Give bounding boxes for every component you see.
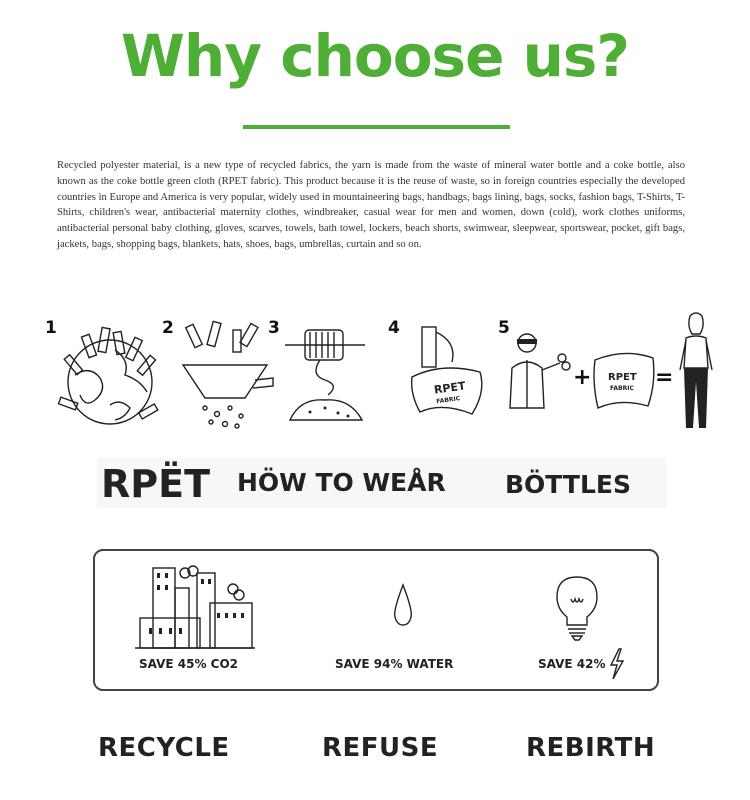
tailor-cutting-icon (502, 328, 572, 413)
light-bulb-icon (551, 573, 603, 641)
globe-bottles-icon (55, 320, 165, 430)
how-to-wear-heading: HÖW TO WEÅR (237, 468, 446, 497)
bottles-heading: BÖTTLES (505, 470, 632, 499)
yarn-spool-icon (280, 320, 370, 430)
svg-text:RPET: RPET (433, 379, 467, 397)
fabric-swatch-icon (590, 348, 658, 412)
lightning-icon (607, 647, 625, 681)
factory-icon (135, 563, 255, 653)
bottle-crusher-icon (175, 320, 275, 430)
water-drop-icon (391, 583, 415, 627)
step-number: 3 (268, 318, 280, 338)
benefits-panel (93, 549, 659, 691)
svg-text:FABRIC: FABRIC (435, 395, 461, 406)
how-to-wear-banner (97, 458, 667, 508)
process-steps (40, 310, 720, 440)
plus-sign: + (573, 365, 592, 390)
description-paragraph: Recycled polyester material, is a new type of recycled fabrics, the yarn is made from the waste of mineral water bottle and a coke bottle, also known as the coke bottle green cloth (RPET fabric). This product because it is the reuse of waste, so in foreign countries especially the developed countries in Europe and America is very popular, widely used in mountaineering bags, handbags, bags lining, bags, socks, fashion bags, T-Shirts, T-Shirts, children's wear, antibacterial maternity clothes, windbreaker, casual wear for men and women, down (cold), work clothes uniforms, antibacterial personal baby clothing, gloves, scarves, towels, bath towel, lockers, beach shorts, swimwear, sleepwear, sportswear, pocket, gift bags, jackets, bags, shopping bags, blankets, hats, shoes, bags, umbrellas, curtain and so on. (57, 160, 685, 250)
step-number: 2 (162, 318, 174, 338)
fabric-roll-icon (402, 322, 492, 422)
step-number: 5 (498, 318, 510, 338)
step-number: 1 (45, 318, 57, 338)
page-title: Why choose us? (120, 22, 630, 90)
footer-word-recycle: RECYCLE (98, 733, 230, 763)
benefit-label-water: SAVE 94% WATER (335, 657, 454, 671)
step-number: 4 (388, 318, 400, 338)
title-underline (243, 125, 510, 129)
footer-word-refuse: REFUSE (322, 733, 439, 763)
benefit-label-co2: SAVE 45% CO2 (139, 657, 239, 671)
svg-text:FABRIC: FABRIC (610, 385, 634, 392)
benefit-label-energy: SAVE 42% (538, 657, 606, 671)
svg-text:RPET: RPET (608, 372, 637, 383)
woman-wearing-icon (672, 310, 720, 435)
footer-word-rebirth: REBIRTH (526, 733, 656, 763)
rpet-heading: RPËT (101, 462, 210, 506)
equals-sign: = (655, 365, 674, 390)
